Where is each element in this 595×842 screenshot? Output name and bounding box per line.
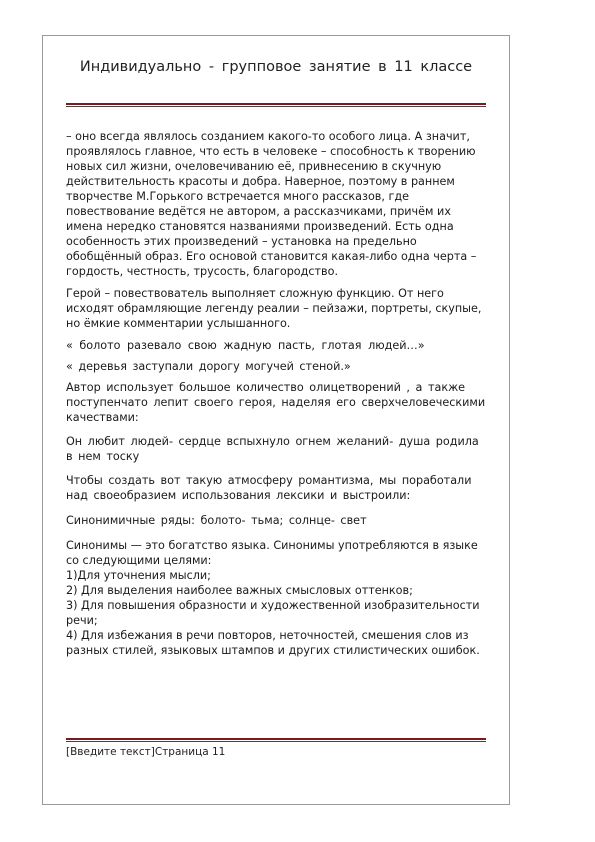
paragraph-2: Герой – повествователь выполняет сложную функцию. От него исходят обрамляющие легенду реалии – пейзажи, портреты, скупые, но ёмкие комментарии услышанного. xyxy=(66,287,482,330)
quote-2: « деревья заступали дорогу могучей стеной.» xyxy=(66,360,351,373)
list-item: 4) Для избежания в речи повторов, неточностей, смешения слов из разных стилей, языковых штампов и других стилистических ошибок. xyxy=(66,629,480,657)
paragraph-5: Чтобы создать вот такую атмосферу романтизма, мы поработали над своеобразием использования лексики и выстроили: xyxy=(66,474,472,502)
list-item: 1)Для уточнения мысли; xyxy=(66,569,211,582)
page-title: Индивидуально - групповое занятие в 11 классе xyxy=(79,59,473,75)
paragraph-1: – оно всегда являлось созданием какого-то особого лица. А значит, проявлялось главное, что есть в человеке – способность к творению новых сил жизни, очеловечиванию её, привнесению в скучную действительность красоты и добра. Наверное, поэтому в раннем творчестве М.Горького встречается много рассказов, где повествование ведётся не автором, а рассказчиками, причём их имена нередко становятся названиями произведений. Есть одна особенность этих произведений – установка на предельно обобщённый образ. Его основой становится какая-либо одна черта – гордость, честность, трусость, благородство. xyxy=(66,130,477,278)
purpose-list xyxy=(66,568,486,658)
footer-rule xyxy=(66,738,486,742)
paragraph-7: Синонимы — это богатство языка. Синонимы употребляются в языке со следующими целями: xyxy=(66,539,478,567)
header-rule xyxy=(66,103,486,107)
page-footer: [Введите текст]Страница 11 xyxy=(66,746,226,758)
list-item: 3) Для повышения образности и художественной изобразительности речи; xyxy=(66,599,480,627)
paragraph-4: Он любит людей- сердце вспыхнуло огнем желаний- душа родила в нем тоску xyxy=(66,435,479,463)
document-body xyxy=(66,129,486,658)
quote-1: « болото разевало свою жадную пасть, глотая людей…» xyxy=(66,339,425,352)
paragraph-3: Автор использует большое количество олицетворений , а также поступенчато лепит своего героя, наделяя его сверхчеловеческими качествами: xyxy=(66,381,486,424)
paragraph-6: Синонимичные ряды: болото- тьма; солнце- свет xyxy=(66,514,367,527)
list-item: 2) Для выделения наиболее важных смысловых оттенков; xyxy=(66,584,413,597)
